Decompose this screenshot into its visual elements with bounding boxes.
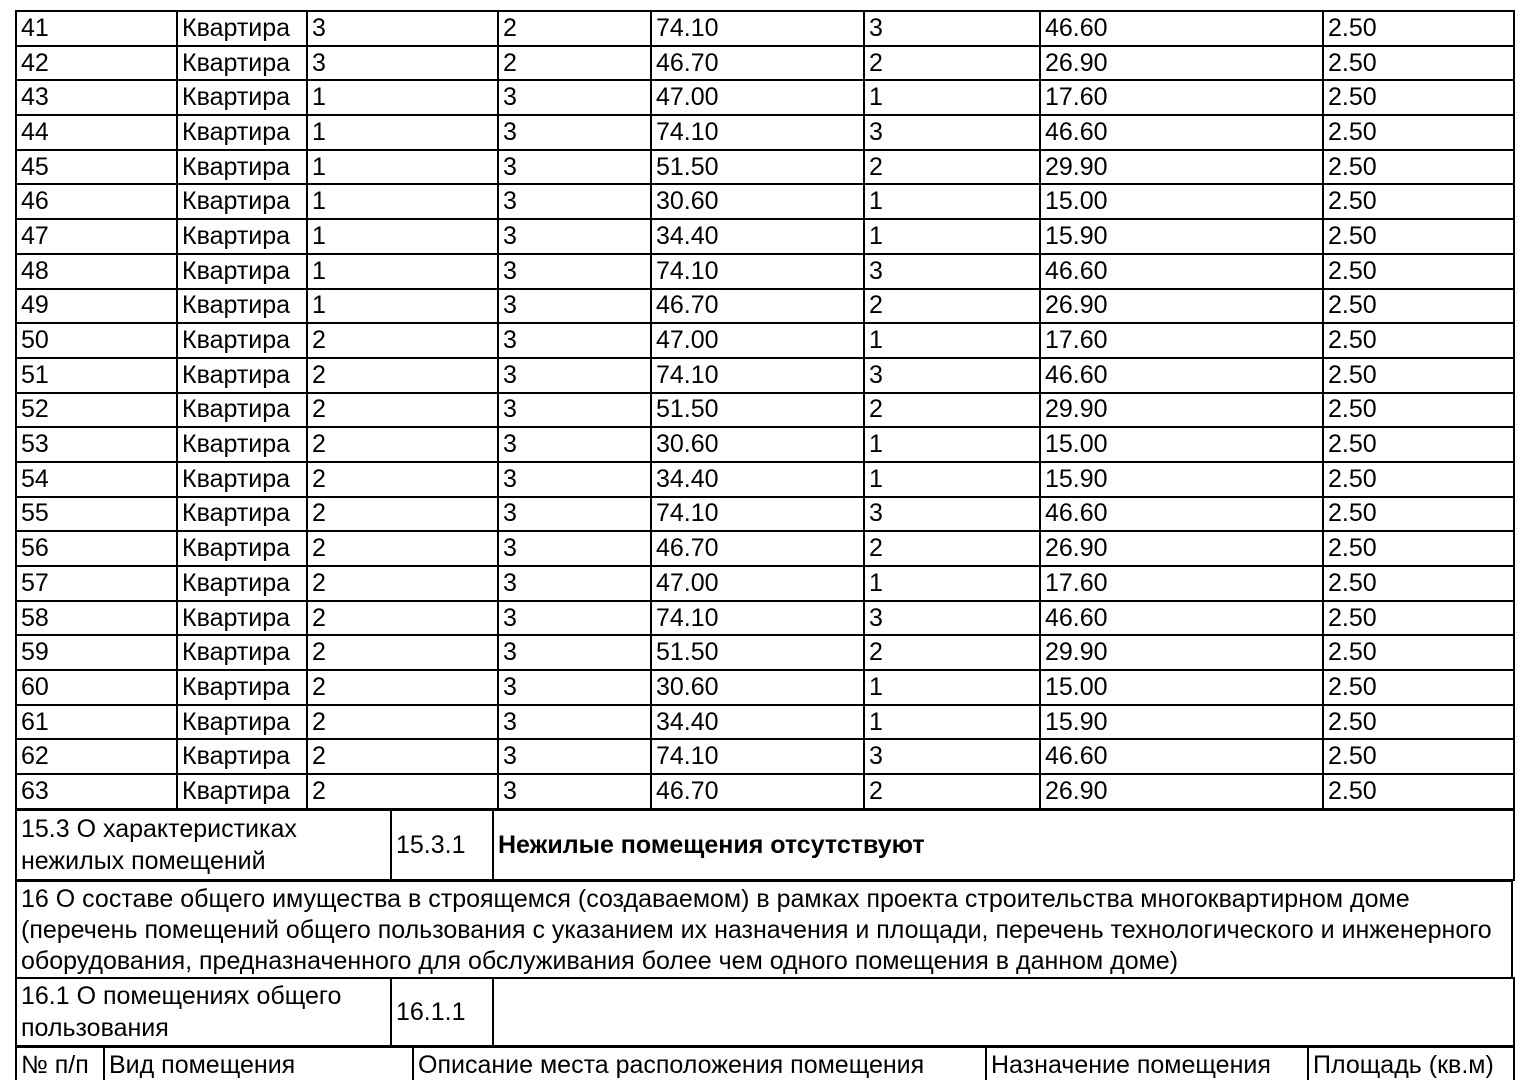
table-cell: 52 [16,393,177,428]
table-cell: Квартира [177,462,307,497]
table-cell: 2.50 [1323,635,1514,670]
table-row [16,393,1514,428]
table-cell: Квартира [177,115,307,150]
table-cell: 26.90 [1040,531,1323,566]
table-cell: Квартира [177,184,307,219]
table-row [16,46,1514,81]
table-cell: 30.60 [651,670,864,705]
table-cell: 44 [16,115,177,150]
table-cell: 1 [307,80,498,115]
header-cell-num: № п/п [16,1047,104,1080]
table-cell: 2 [864,531,1040,566]
table-cell: 1 [864,566,1040,601]
table-cell: 2.50 [1323,462,1514,497]
section-16-1-label: 16.1 О помещениях общего пользования [16,978,391,1046]
table-cell: 2 [307,427,498,462]
table-cell: 3 [498,115,651,150]
table-cell: 2 [864,635,1040,670]
table-cell: 34.40 [651,705,864,740]
table-row [16,1047,1514,1080]
table-cell: 2.50 [1323,774,1514,809]
table-cell: 2 [864,46,1040,81]
table-cell: 2 [864,289,1040,324]
table-cell: 1 [864,705,1040,740]
table-row [16,462,1514,497]
table-cell: 2.50 [1323,566,1514,601]
table-cell: 3 [864,497,1040,532]
table-cell: 26.90 [1040,774,1323,809]
table-cell: 3 [498,635,651,670]
table-cell: 3 [498,601,651,636]
table-cell: 26.90 [1040,289,1323,324]
table-cell: 2.50 [1323,497,1514,532]
table-cell: 2.50 [1323,11,1514,46]
table-cell: 55 [16,497,177,532]
table-cell: 3 [498,323,651,358]
table-cell: 46.70 [651,774,864,809]
section-15-3-label: 15.3 О характеристиках нежилых помещений [16,810,391,880]
table-cell: 2.50 [1323,670,1514,705]
table-cell: Квартира [177,254,307,289]
table-cell: 46.60 [1040,254,1323,289]
table-cell: 3 [864,358,1040,393]
header-cell-purpose: Назначение помещения [986,1047,1308,1080]
table-cell: 3 [498,80,651,115]
table-cell: 3 [498,254,651,289]
table-cell: Квартира [177,497,307,532]
table-cell: 3 [498,705,651,740]
table-cell: 2.50 [1323,254,1514,289]
table-row [16,635,1514,670]
table-cell: Квартира [177,80,307,115]
table-cell: 3 [864,254,1040,289]
table-cell: 51.50 [651,635,864,670]
table-cell: 62 [16,739,177,774]
table-cell: 51.50 [651,150,864,185]
table-cell: 26.90 [1040,46,1323,81]
common-rooms-table-header [15,1046,1515,1080]
table-cell: 3 [864,115,1040,150]
table-cell: 3 [498,219,651,254]
table-cell: 74.10 [651,497,864,532]
table-cell: 2 [307,635,498,670]
table-cell: 2 [864,774,1040,809]
table-cell: Квартира [177,393,307,428]
table-cell: 74.10 [651,739,864,774]
header-cell-room-type: Вид помещения [104,1047,413,1080]
table-cell: 34.40 [651,462,864,497]
table-cell: Квартира [177,46,307,81]
table-cell: 59 [16,635,177,670]
table-cell: 3 [498,358,651,393]
table-cell: 46.70 [651,46,864,81]
table-cell: 2.50 [1323,531,1514,566]
table-cell: Квартира [177,427,307,462]
table-cell: 2 [307,497,498,532]
table-cell: 2 [307,566,498,601]
table-cell: 29.90 [1040,150,1323,185]
table-cell: 3 [498,531,651,566]
section-15-3-code: 15.3.1 [391,810,493,880]
table-cell: 1 [307,254,498,289]
table-row [16,670,1514,705]
table-row [16,358,1514,393]
table-row [16,289,1514,324]
table-cell: 15.00 [1040,670,1323,705]
table-cell: 3 [498,739,651,774]
table-cell: 2.50 [1323,219,1514,254]
table-cell: 46.60 [1040,497,1323,532]
table-cell: Квартира [177,705,307,740]
table-cell: 50 [16,323,177,358]
table-cell: 2.50 [1323,705,1514,740]
table-row [16,150,1514,185]
table-cell: 30.60 [651,184,864,219]
section-16-1-row [15,977,1515,1047]
table-cell: 1 [307,184,498,219]
table-cell: Квартира [177,11,307,46]
table-cell: 2.50 [1323,46,1514,81]
table-cell: Квартира [177,150,307,185]
table-cell: Квартира [177,670,307,705]
table-cell: 2.50 [1323,323,1514,358]
table-cell: 3 [307,46,498,81]
table-cell: 54 [16,462,177,497]
table-cell: 3 [498,462,651,497]
table-cell: 47.00 [651,80,864,115]
table-cell: 74.10 [651,601,864,636]
table-cell: Квартира [177,531,307,566]
table-cell: 1 [307,150,498,185]
table-row [16,80,1514,115]
table-cell: 51 [16,358,177,393]
table-cell: 2.50 [1323,115,1514,150]
table-cell: 47.00 [651,323,864,358]
table-cell: 2 [307,705,498,740]
section-15-3-row [15,809,1515,881]
table-cell: 2 [307,358,498,393]
table-cell: 1 [307,219,498,254]
section-16-1-value [493,978,1514,1046]
table-cell: 2.50 [1323,393,1514,428]
table-cell: 46.60 [1040,358,1323,393]
table-row [16,497,1514,532]
table-cell: Квартира [177,635,307,670]
table-row [16,219,1514,254]
table-cell: Квартира [177,566,307,601]
table-cell: 74.10 [651,358,864,393]
table-cell: 2 [307,462,498,497]
table-cell: 3 [498,497,651,532]
table-cell: 46.60 [1040,115,1323,150]
table-cell: 15.00 [1040,184,1323,219]
table-cell: 15.90 [1040,219,1323,254]
table-cell: 56 [16,531,177,566]
table-cell: 2.50 [1323,289,1514,324]
table-row [16,184,1514,219]
table-cell: 53 [16,427,177,462]
table-cell: 57 [16,566,177,601]
table-row [16,323,1514,358]
header-cell-location-description: Описание места расположения помещения [413,1047,986,1080]
table-cell: 2 [864,393,1040,428]
table-cell: 46.70 [651,531,864,566]
table-cell: 46.60 [1040,11,1323,46]
table-cell: 2 [307,531,498,566]
table-cell: 46.70 [651,289,864,324]
table-cell: 1 [864,219,1040,254]
table-row [16,11,1514,46]
table-cell: 42 [16,46,177,81]
table-row [16,978,1514,1046]
table-cell: 43 [16,80,177,115]
apartments-table [15,10,1515,810]
table-cell: 1 [864,427,1040,462]
table-cell: 2 [307,739,498,774]
table-row [16,566,1514,601]
table-row [16,115,1514,150]
table-cell: Квартира [177,289,307,324]
table-cell: 2 [498,46,651,81]
table-cell: 2 [307,323,498,358]
table-cell: 46 [16,184,177,219]
table-cell: 1 [864,184,1040,219]
table-cell: 1 [864,462,1040,497]
table-cell: 17.60 [1040,323,1323,358]
table-cell: Квартира [177,601,307,636]
table-cell: 34.40 [651,219,864,254]
table-cell: 41 [16,11,177,46]
table-cell: 45 [16,150,177,185]
table-cell: 2.50 [1323,80,1514,115]
table-cell: 48 [16,254,177,289]
table-cell: 2.50 [1323,184,1514,219]
table-cell: 3 [498,427,651,462]
table-row [16,705,1514,740]
table-cell: 74.10 [651,254,864,289]
table-cell: 3 [498,393,651,428]
table-row [16,774,1514,809]
table-cell: 2 [307,670,498,705]
table-row [16,601,1514,636]
table-cell: 2 [498,11,651,46]
table-cell: 2 [307,774,498,809]
table-cell: 61 [16,705,177,740]
table-cell: 3 [498,670,651,705]
table-cell: 2.50 [1323,150,1514,185]
section-16-1-code: 16.1.1 [391,978,493,1046]
table-cell: 2.50 [1323,427,1514,462]
table-cell: 74.10 [651,11,864,46]
table-cell: 1 [864,670,1040,705]
table-cell: 2.50 [1323,601,1514,636]
table-cell: 15.90 [1040,462,1323,497]
table-cell: 29.90 [1040,393,1323,428]
table-cell: 3 [498,566,651,601]
table-cell: 15.90 [1040,705,1323,740]
table-cell: Квартира [177,774,307,809]
table-row [16,810,1514,880]
table-cell: 29.90 [1040,635,1323,670]
table-cell: 3 [864,11,1040,46]
table-cell: 1 [864,80,1040,115]
table-cell: 51.50 [651,393,864,428]
table-cell: 74.10 [651,115,864,150]
table-cell: Квартира [177,739,307,774]
table-cell: 63 [16,774,177,809]
table-cell: 46.60 [1040,601,1323,636]
table-cell: 15.00 [1040,427,1323,462]
table-cell: 2 [307,393,498,428]
table-cell: 47 [16,219,177,254]
table-cell: 2 [307,601,498,636]
table-cell: 46.60 [1040,739,1323,774]
table-cell: 49 [16,289,177,324]
table-cell: 3 [307,11,498,46]
table-cell: 17.60 [1040,80,1323,115]
table-cell: 2.50 [1323,739,1514,774]
table-cell: 3 [864,601,1040,636]
table-cell: 60 [16,670,177,705]
table-cell: Квартира [177,323,307,358]
table-cell: Квартира [177,219,307,254]
table-cell: 2 [864,150,1040,185]
table-cell: 3 [864,739,1040,774]
table-cell: 1 [864,323,1040,358]
table-row [16,254,1514,289]
table-cell: Квартира [177,358,307,393]
table-cell: 1 [307,115,498,150]
table-cell: 3 [498,774,651,809]
table-cell: 58 [16,601,177,636]
table-cell: 3 [498,184,651,219]
table-cell: 17.60 [1040,566,1323,601]
table-cell: 3 [498,289,651,324]
table-cell: 30.60 [651,427,864,462]
header-cell-area: Площадь (кв.м) [1308,1047,1514,1080]
table-row [16,739,1514,774]
table-cell: 2.50 [1323,358,1514,393]
document-content [15,10,1513,1080]
table-row [16,531,1514,566]
table-cell: 3 [498,150,651,185]
table-cell: 47.00 [651,566,864,601]
section-16-heading: 16 О составе общего имущества в строящемся (создаваемом) в рамках проекта строительства многоквартирном доме (перечень помещений общего пользования с указанием их назначения и площади, перечень технологического и инженерного оборудования, предназначенного для обслуживания более чем одного помещения в данном доме) [15,880,1513,979]
section-15-3-value: Нежилые помещения отсутствуют [493,810,1514,880]
table-row [16,427,1514,462]
table-cell: 1 [307,289,498,324]
